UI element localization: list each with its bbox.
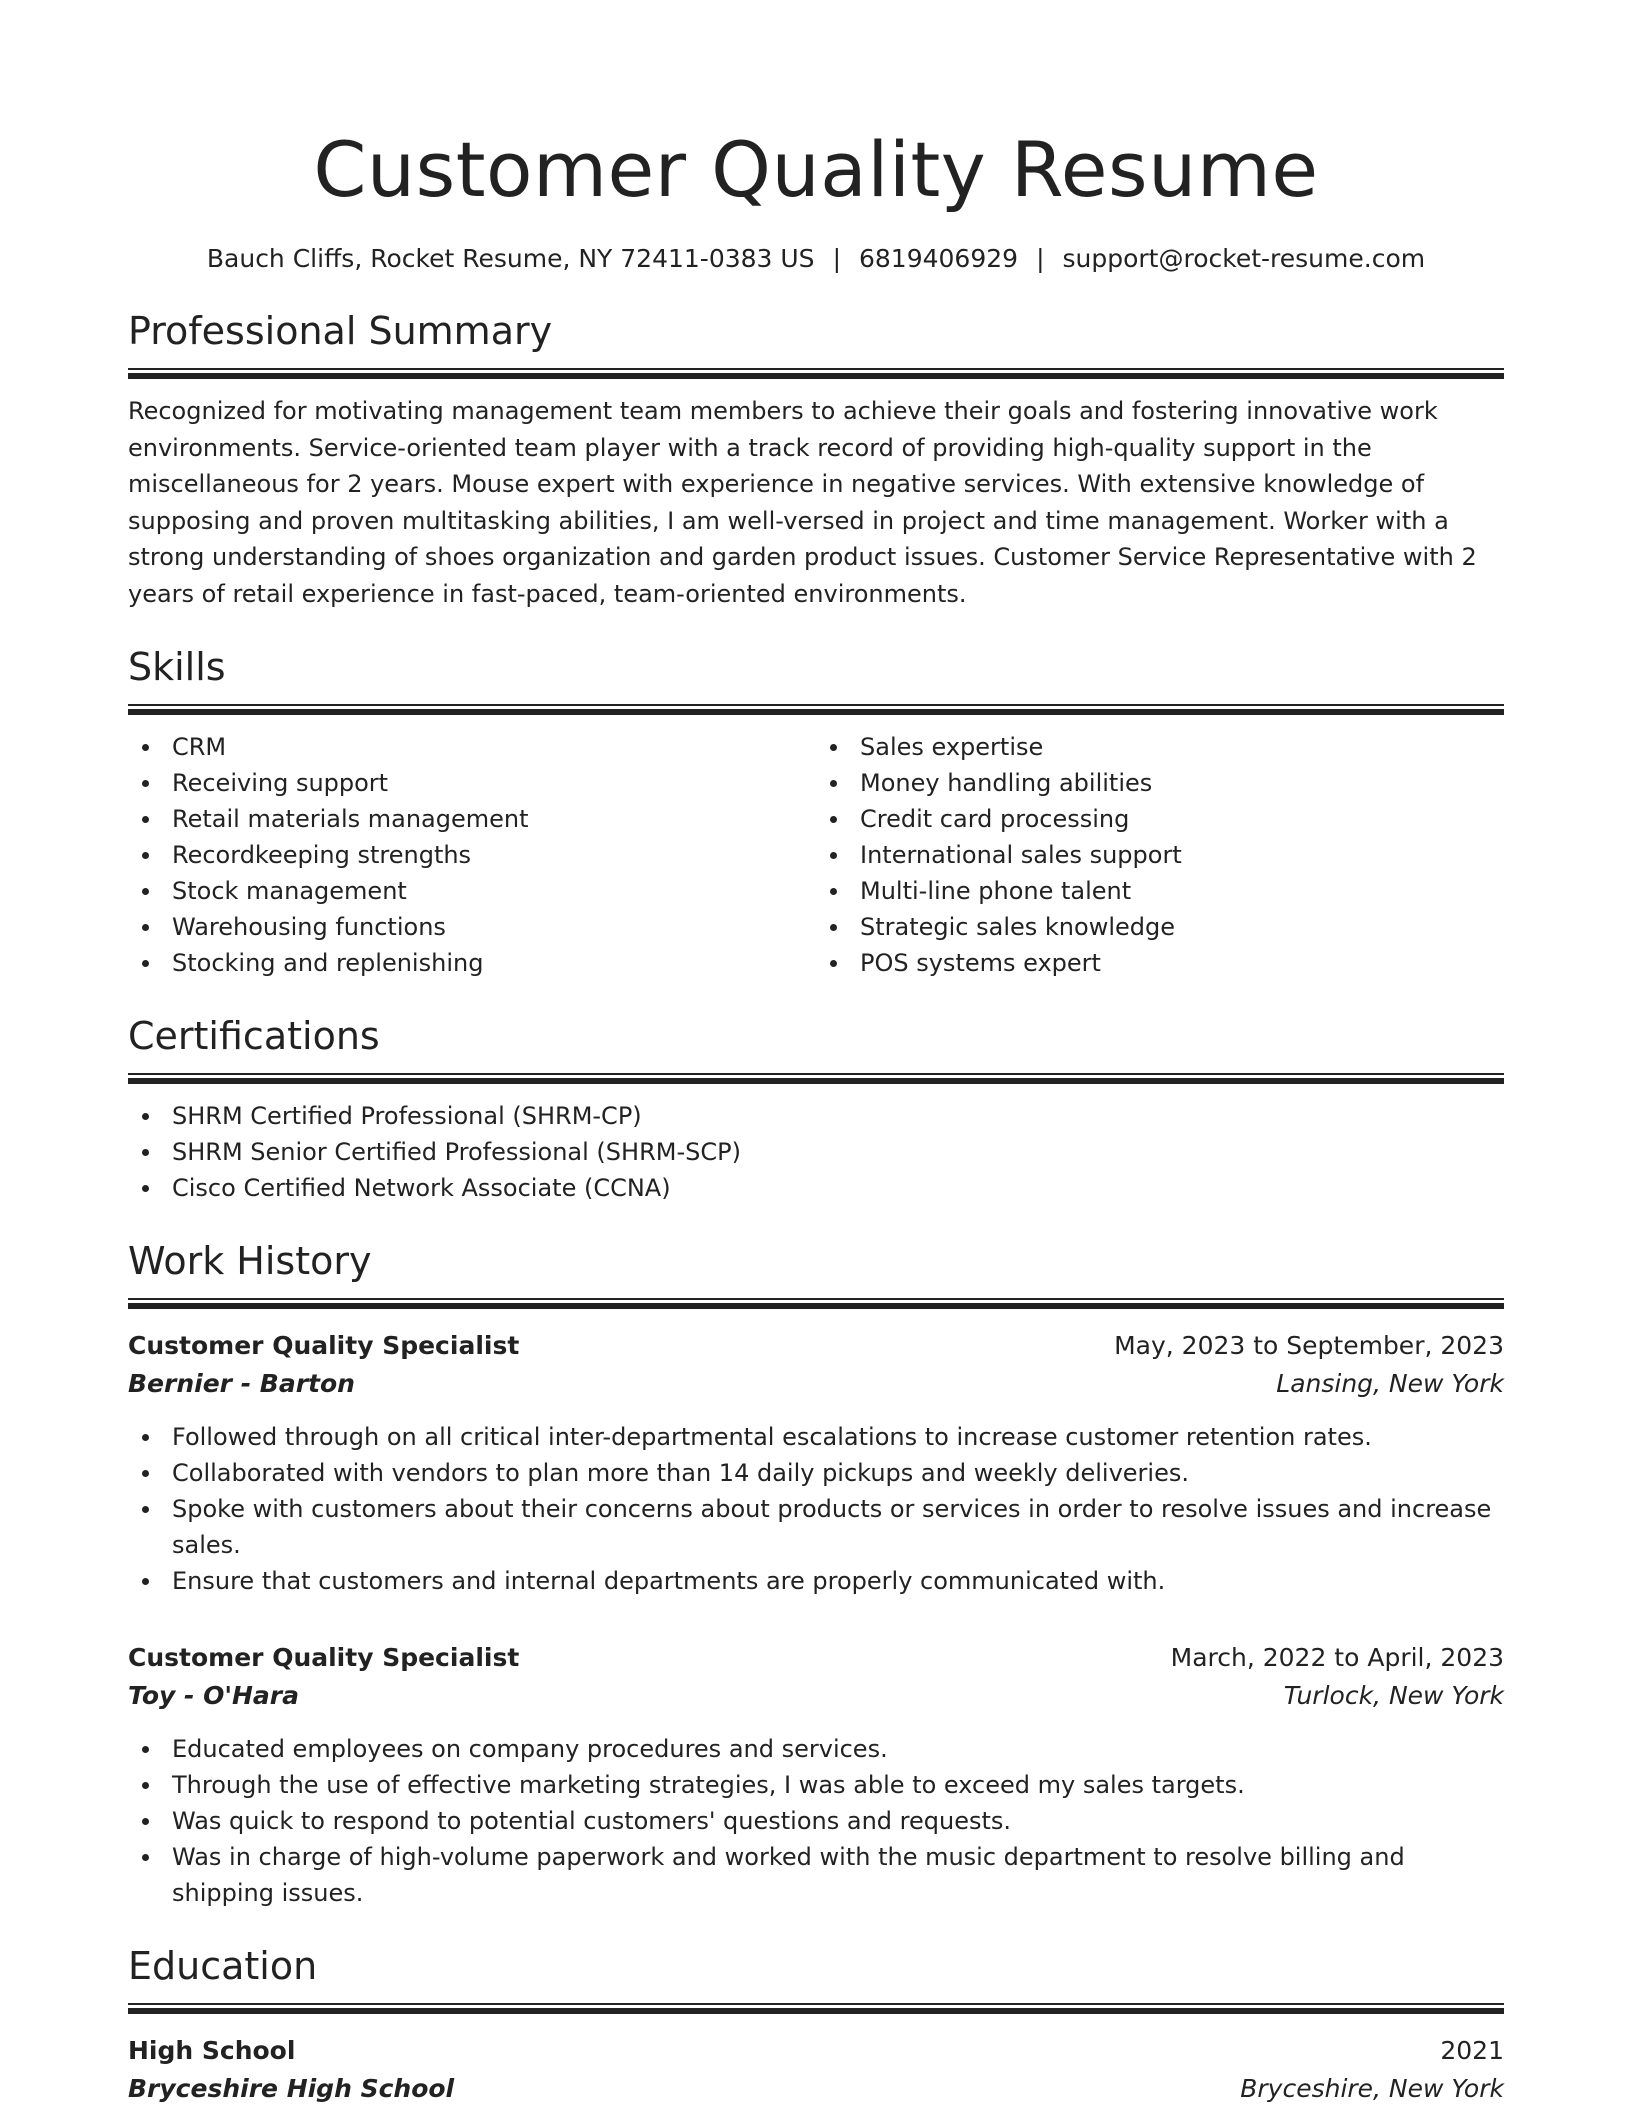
certification-item: SHRM Senior Certified Professional (SHRM-SCP) (128, 1134, 1504, 1170)
job-location: Turlock, New York (1283, 1681, 1504, 1710)
education-school-row (128, 2070, 1504, 2108)
skill-item: CRM (128, 729, 816, 765)
education-header-row (128, 2032, 1504, 2070)
section-divider (128, 1298, 1504, 1309)
job-company: Bernier - Barton (128, 1369, 355, 1398)
skills-list-right (816, 729, 1504, 981)
summary-text: Recognized for motivating management team members to achieve their goals and fostering innovative work environments. Service-oriented team player with a track record of providing high-quality support in the miscellaneous for 2 years. Mouse expert with experience in negative services. With extensive knowledge of supposing and proven multitasking abilities, I am well-versed in project and time management. Worker with a strong understanding of shoes organization and garden product issues. Customer Service Representative with 2 years of retail experience in fast-paced, team-oriented environments. (128, 397, 1477, 608)
job-dates: May, 2023 to September, 2023 (1114, 1331, 1504, 1360)
skills-section (128, 642, 1504, 981)
job-duty: Spoke with customers about their concerns about products or services in order to resolve issues and increase sales. (128, 1491, 1504, 1563)
job-header-row (128, 1327, 1504, 1365)
job-company-row (128, 1677, 1504, 1715)
skills-grid (128, 729, 1504, 981)
skills-list-left (128, 729, 816, 981)
job-company: Toy - O'Hara (128, 1681, 299, 1710)
certification-item: SHRM Certified Professional (SHRM-CP) (128, 1098, 1504, 1134)
certification-item: Cisco Certified Network Associate (CCNA) (128, 1170, 1504, 1206)
summary-section (128, 306, 1504, 612)
job-duties-list (128, 1731, 1504, 1911)
contact-phone: 6819406929 (859, 244, 1019, 273)
contact-address: Bauch Cliffs, Rocket Resume, NY 72411-0383 US (206, 244, 815, 273)
skill-item: Money handling abilities (816, 765, 1504, 801)
job-entry (128, 1327, 1504, 1599)
skill-item: Retail materials management (128, 801, 816, 837)
skill-item: Recordkeeping strengths (128, 837, 816, 873)
job-location: Lansing, New York (1276, 1369, 1504, 1398)
section-heading: Education (128, 1944, 318, 1988)
job-duties-list (128, 1419, 1504, 1599)
education-degree: High School (128, 2036, 296, 2065)
contact-separator: | (832, 244, 841, 273)
job-duty: Followed through on all critical inter-departmental escalations to increase customer retention rates. (128, 1419, 1504, 1455)
education-year: 2021 (1440, 2036, 1504, 2065)
skill-item: Strategic sales knowledge (816, 909, 1504, 945)
work-history-section (128, 1236, 1504, 1911)
job-duty: Collaborated with vendors to plan more than 14 daily pickups and weekly deliveries. (128, 1455, 1504, 1491)
education-school: Bryceshire High School (128, 2074, 455, 2103)
job-duty: Educated employees on company procedures and services. (128, 1731, 1504, 1767)
skill-item: Credit card processing (816, 801, 1504, 837)
section-divider (128, 2003, 1504, 2014)
skill-item: Multi-line phone talent (816, 873, 1504, 909)
contact-email: support@rocket-resume.com (1062, 244, 1426, 273)
certifications-section (128, 1011, 1504, 1206)
section-heading: Certifications (128, 1014, 380, 1058)
section-divider (128, 1073, 1504, 1084)
education-entry (128, 2032, 1504, 2108)
job-duty: Was quick to respond to potential customers' questions and requests. (128, 1803, 1504, 1839)
job-entry (128, 1639, 1504, 1911)
job-duty: Was in charge of high-volume paperwork and worked with the music department to resolve billing and shipping issues. (128, 1839, 1504, 1911)
skill-item: Stock management (128, 873, 816, 909)
skill-item: International sales support (816, 837, 1504, 873)
skill-item: Stocking and replenishing (128, 945, 816, 981)
education-location: Bryceshire, New York (1240, 2074, 1504, 2103)
job-duty: Ensure that customers and internal departments are properly communicated with. (128, 1563, 1504, 1599)
section-heading: Work History (128, 1239, 372, 1283)
job-duty: Through the use of effective marketing strategies, I was able to exceed my sales targets. (128, 1767, 1504, 1803)
skill-item: Receiving support (128, 765, 816, 801)
job-dates: March, 2022 to April, 2023 (1170, 1643, 1504, 1672)
job-company-row (128, 1365, 1504, 1403)
section-divider (128, 368, 1504, 379)
job-title: Customer Quality Specialist (128, 1331, 520, 1360)
contact-separator: | (1036, 244, 1045, 273)
section-heading: Skills (128, 645, 226, 689)
job-header-row (128, 1639, 1504, 1677)
job-title: Customer Quality Specialist (128, 1643, 520, 1672)
skill-item: Sales expertise (816, 729, 1504, 765)
contact-line (128, 242, 1504, 276)
section-heading: Professional Summary (128, 309, 553, 353)
certifications-list (128, 1098, 1504, 1206)
skill-item: Warehousing functions (128, 909, 816, 945)
education-section (128, 1941, 1504, 2108)
resume-title: Customer Quality Resume (313, 125, 1319, 214)
section-divider (128, 704, 1504, 715)
skill-item: POS systems expert (816, 945, 1504, 981)
